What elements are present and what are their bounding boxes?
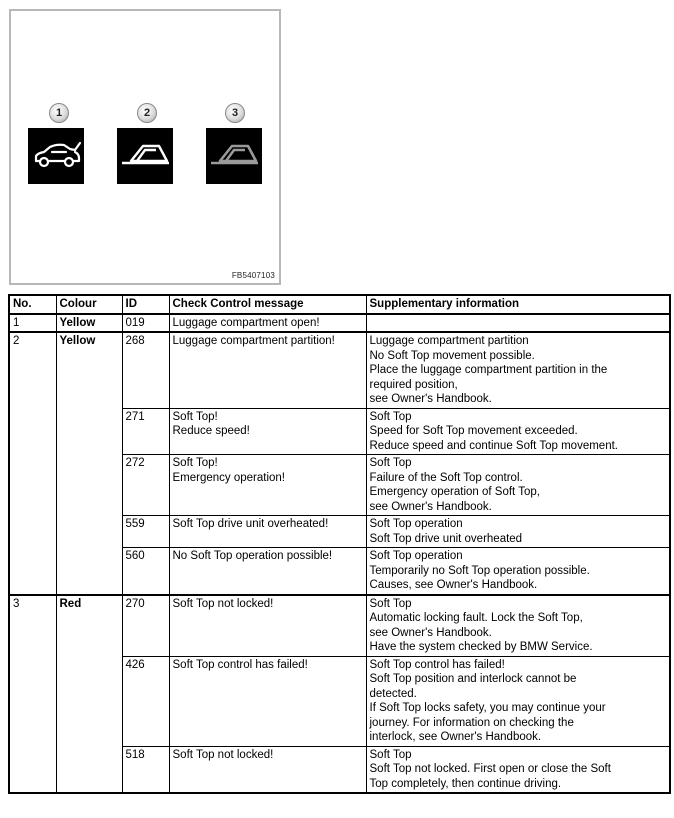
info-line: Soft Top drive unit overheated	[369, 532, 523, 545]
cell-message	[169, 746, 366, 793]
message-line: No Soft Top operation possible!	[172, 550, 333, 562]
header-message: Check Control message	[169, 295, 366, 314]
cell-info	[366, 332, 670, 408]
header-row	[9, 295, 670, 314]
info-line: No Soft Top movement possible.	[369, 349, 535, 362]
info-line: Soft Top	[369, 748, 412, 761]
cell-info	[366, 408, 670, 455]
message-line: Soft Top not locked!	[172, 597, 274, 610]
header-id: ID	[122, 295, 169, 314]
cell-no: 2	[9, 332, 56, 595]
info-line: Emergency operation of Soft Top,	[369, 486, 540, 498]
cell-id: 271	[122, 408, 169, 455]
info-line: Soft Top position and interlock cannot be	[369, 673, 577, 685]
info-line: If Soft Top locks safety, you may continue your	[369, 702, 606, 714]
callout-3: 3	[225, 103, 245, 123]
info-line: detected.	[369, 687, 417, 700]
info-line: required position,	[369, 378, 458, 391]
info-line: Temporarily no Soft Top operation possible.	[369, 564, 590, 577]
cell-message	[169, 656, 366, 746]
message-line: Soft Top control has failed!	[172, 658, 308, 671]
cell-info	[366, 746, 670, 793]
info-line: see Owner's Handbook.	[369, 393, 492, 405]
cell-message	[169, 332, 366, 408]
info-line: Soft Top operation	[369, 550, 463, 562]
check-control-table	[8, 294, 671, 794]
message-line: Emergency operation!	[172, 471, 286, 484]
cell-info	[366, 314, 670, 333]
soft-top-grey-icon	[206, 128, 262, 184]
soft-top-icon	[117, 128, 173, 184]
cell-info	[366, 548, 670, 595]
table-row	[9, 314, 670, 333]
cell-no: 1	[9, 314, 56, 333]
info-line: Reduce speed and continue Soft Top movement.	[369, 439, 618, 452]
header-no: No.	[9, 295, 56, 314]
info-line: Failure of the Soft Top control.	[369, 471, 523, 484]
info-line: interlock, see Owner's Handbook.	[369, 731, 542, 743]
info-line: Soft Top	[369, 410, 412, 423]
message-line: Soft Top!	[172, 410, 218, 423]
cell-message	[169, 408, 366, 455]
info-line: Soft Top	[369, 457, 412, 469]
header-colour: Colour	[56, 295, 122, 314]
cell-colour: Yellow	[56, 332, 122, 595]
cell-id: 270	[122, 595, 169, 657]
cell-info	[366, 595, 670, 657]
table-row	[9, 595, 670, 657]
callout-2: 2	[137, 103, 157, 123]
message-line: Reduce speed!	[172, 425, 250, 437]
cell-info	[366, 455, 670, 516]
callout-1: 1	[49, 103, 69, 123]
info-line: Automatic locking fault. Lock the Soft Top,	[369, 612, 583, 624]
info-line: Soft Top	[369, 597, 412, 610]
message-line: Soft Top not locked!	[172, 748, 274, 761]
cell-info	[366, 516, 670, 548]
cell-message	[169, 516, 366, 548]
info-line: Have the system checked by BMW Service.	[369, 641, 593, 653]
message-line: Luggage compartment open!	[172, 316, 320, 329]
message-line: Soft Top drive unit overheated!	[172, 518, 329, 530]
header-info: Supplementary information	[366, 295, 670, 314]
info-line: Soft Top control has failed!	[369, 658, 505, 671]
info-line: see Owner's Handbook.	[369, 626, 492, 639]
cell-colour: Red	[56, 595, 122, 794]
info-line: Soft Top not locked. First open or close the Soft	[369, 763, 611, 775]
info-line: Speed for Soft Top movement exceeded.	[369, 425, 578, 437]
info-line: journey. For information on checking the	[369, 716, 574, 729]
figure-id: FB5407103	[231, 271, 275, 280]
cell-id: 268	[122, 332, 169, 408]
cell-id: 560	[122, 548, 169, 595]
luggage-compartment-car-icon	[28, 128, 84, 184]
table-row	[9, 332, 670, 408]
cell-id: 272	[122, 455, 169, 516]
cell-id: 559	[122, 516, 169, 548]
info-line: Top completely, then continue driving.	[369, 777, 562, 790]
cell-id: 518	[122, 746, 169, 793]
info-line: Causes, see Owner's Handbook.	[369, 579, 538, 591]
cell-message	[169, 595, 366, 657]
message-line: Soft Top!	[172, 457, 218, 469]
cell-message	[169, 455, 366, 516]
cell-colour: Yellow	[56, 314, 122, 333]
cell-id: 019	[122, 314, 169, 333]
cell-message	[169, 548, 366, 595]
message-line: Luggage compartment partition!	[172, 335, 335, 347]
info-line: Soft Top operation	[369, 518, 463, 530]
cell-message	[169, 314, 366, 333]
illustration-panel	[9, 9, 281, 285]
info-line: see Owner's Handbook.	[369, 500, 492, 513]
cell-info	[366, 656, 670, 746]
info-line: Place the luggage compartment partition in the	[369, 364, 608, 376]
cell-no: 3	[9, 595, 56, 794]
cell-id: 426	[122, 656, 169, 746]
info-line: Luggage compartment partition	[369, 335, 529, 347]
